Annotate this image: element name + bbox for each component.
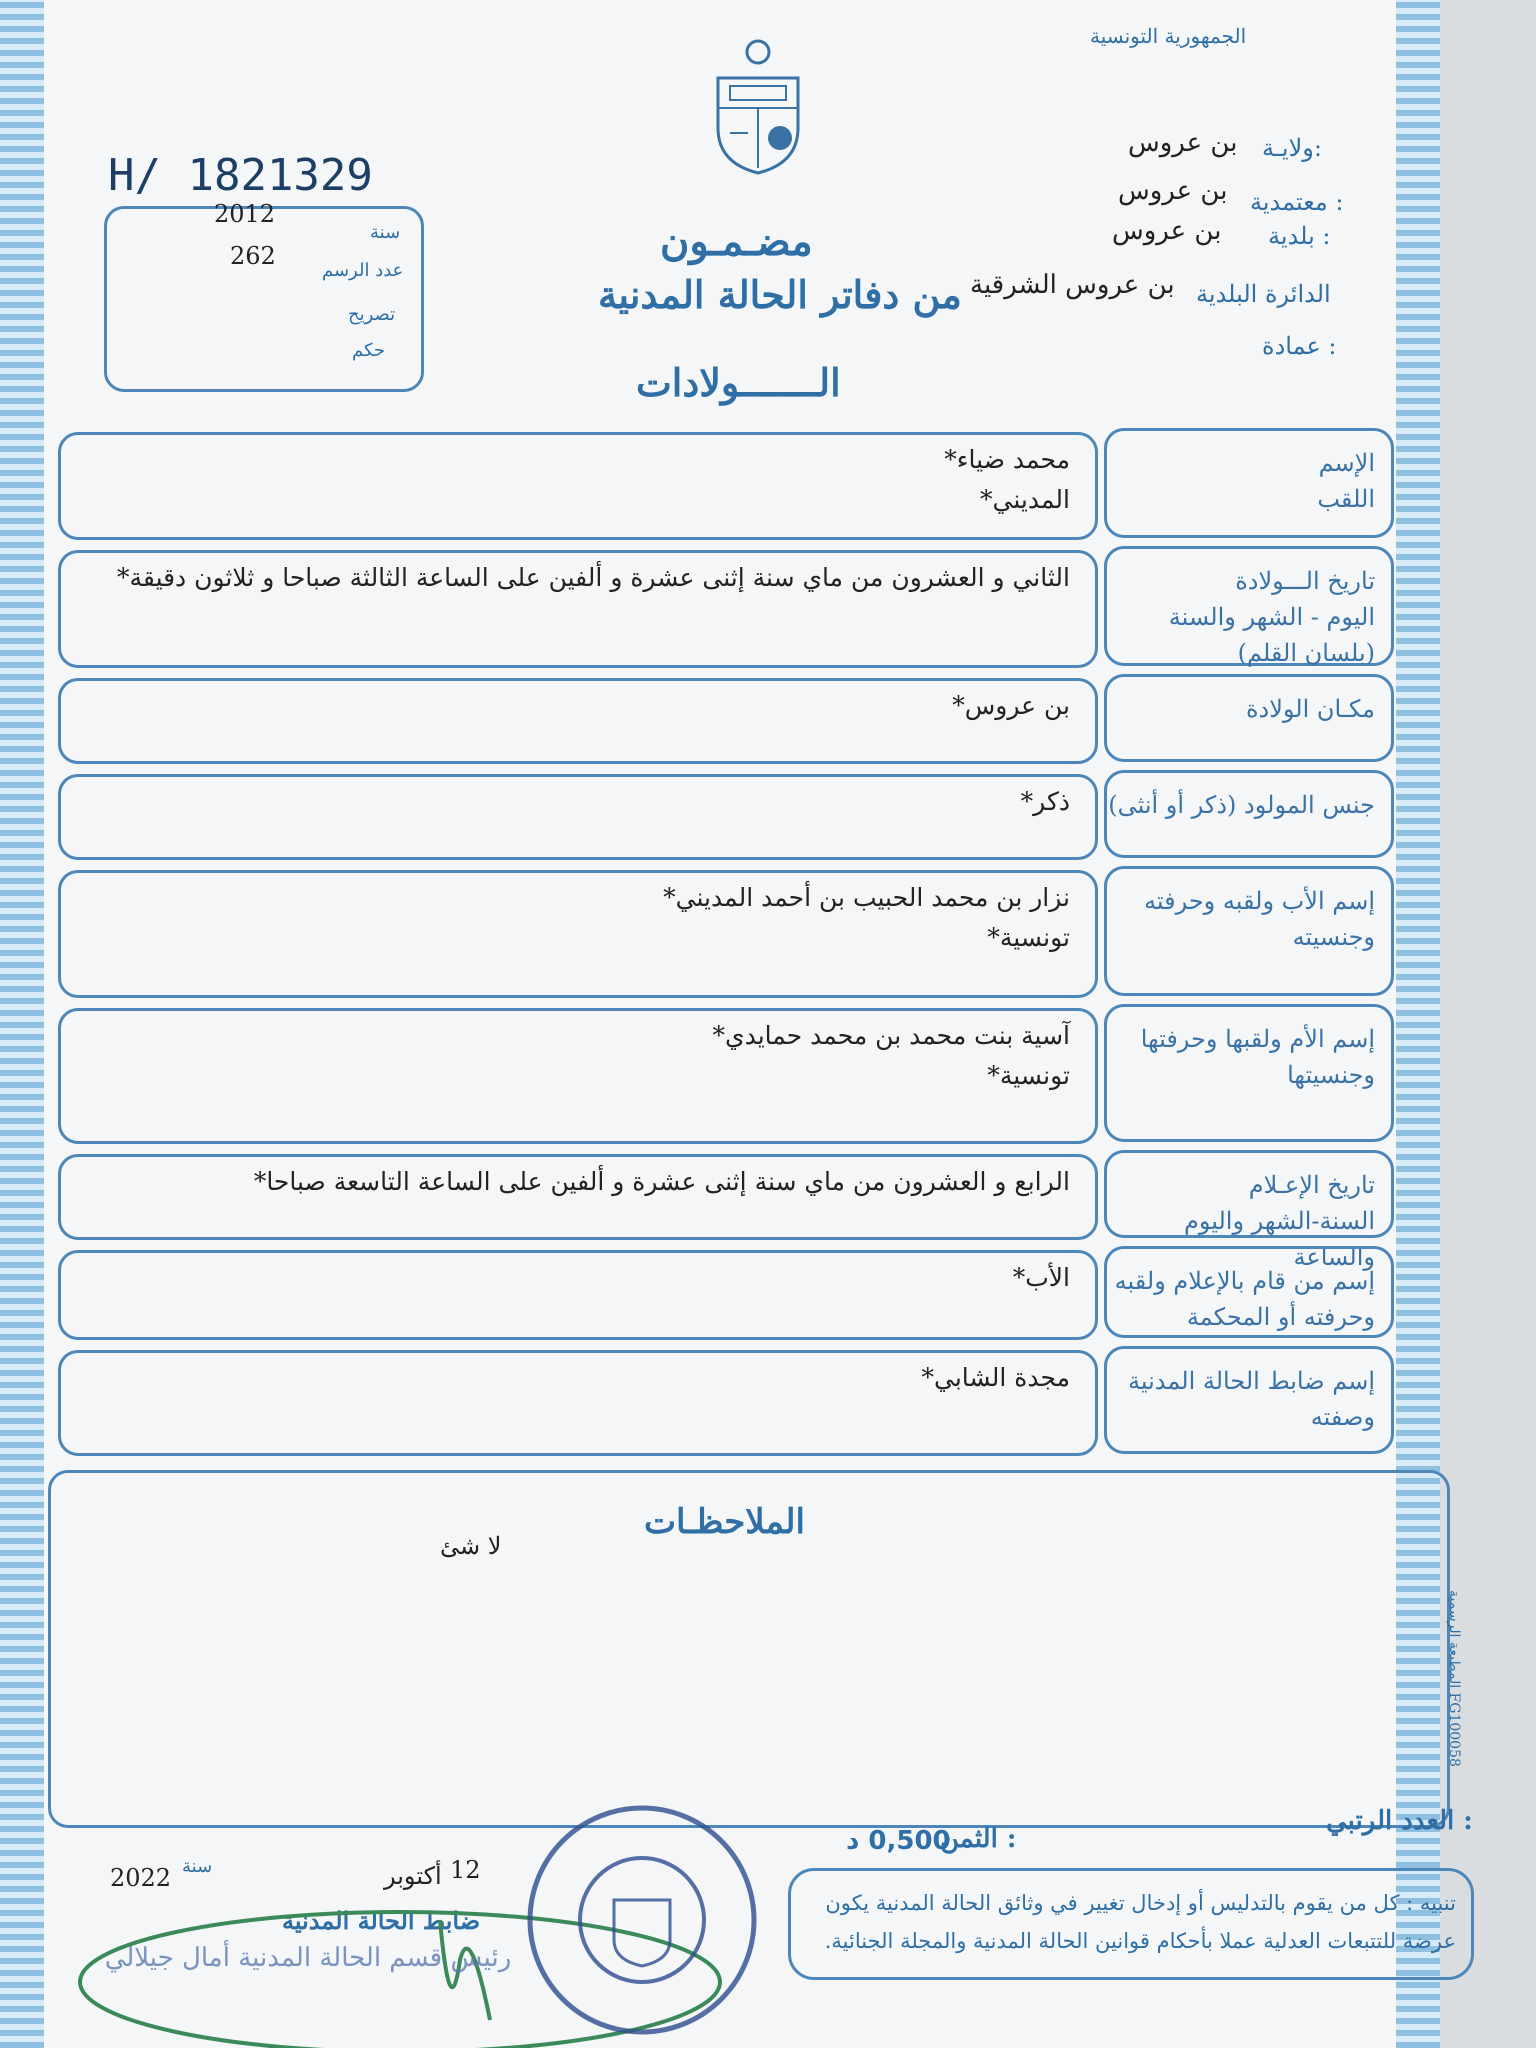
field-label: إسم ضابط الحالة المدنية وصفته (1128, 1367, 1375, 1431)
republic-heading: الجمهورية التونسية (1090, 24, 1247, 48)
baladia-label: بلدية : (1268, 222, 1331, 250)
field-value: ذكر* (1020, 787, 1070, 816)
field-label-box (1104, 428, 1394, 538)
field-value: بن عروس* (952, 691, 1070, 720)
date-month: أكتوبر (384, 1862, 442, 1890)
side-print: المطبعة الرسمية FG100058 (1446, 1590, 1462, 1767)
field-label: إسم الأب ولقبه وحرفته وجنسيته (1144, 887, 1375, 951)
field-label-box (1104, 546, 1394, 666)
price-label: الثمن : (940, 1824, 1017, 1854)
section-title: الـــــــولادات (636, 360, 841, 405)
notice-text: تنبيه : كل من يقوم بالتدليس أو إدخال تغيير في وثائق الحالة المدنية يكون عرضة للتتبعات العدلية عملا بأحكام قوانين الحالة المدنية والمجلة الجنائية. (824, 1891, 1456, 1953)
date-year-label: سنة (182, 1856, 213, 1877)
field-label-box (1104, 1346, 1394, 1454)
field-label: إسم الأم ولقبها وحرفتها وجنسيتها (1140, 1025, 1375, 1089)
omada-label: عمادة : (1262, 332, 1337, 360)
field-label-box (1104, 674, 1394, 762)
serial-number: H/ 1821329 (108, 150, 373, 201)
field-label-box (1104, 866, 1394, 996)
field-label-box (1104, 1150, 1394, 1271)
municipal-seal-icon (522, 1800, 762, 2040)
field-label: جنس المولود (ذكر أو أنثى) (1108, 791, 1375, 819)
daira-value: بن عروس الشرقية (970, 270, 1175, 300)
wilaya-value: بن عروس (1128, 128, 1238, 158)
date-year: 2022 (110, 1864, 172, 1892)
field-label: الإسم اللقب (1317, 449, 1375, 513)
field-label-box (1104, 1004, 1394, 1142)
judgment-label: حكم (352, 340, 386, 361)
stamp-text: رئيس قسم الحالة المدنية أمال جيلالي (104, 1943, 512, 1973)
serial-number-label: العدد الرتبي : (1326, 1806, 1473, 1836)
moatamadia-label: معتمدية : (1250, 188, 1344, 216)
moatamadia-value: بن عروس (1118, 176, 1228, 206)
wilaya-label: ولايـة: (1262, 134, 1322, 162)
remarks-title: الملاحظـات (644, 1502, 805, 1542)
field-value: الرابع و العشرون من ماي سنة إثنى عشرة و ألفين على الساعة التاسعة صباحا* (253, 1167, 1070, 1196)
field-label: تاريخ الإعـلام السنة-الشهر واليوم والساعة (1183, 1171, 1375, 1271)
field-label: مكـان الولادة (1245, 695, 1375, 723)
remarks-value: لا شئ (440, 1532, 502, 1560)
record-number-value: 262 (230, 242, 276, 270)
date-day: 12 (450, 1856, 481, 1884)
record-number-label: عدد الرسم (322, 260, 404, 281)
daira-label: الدائرة البلدية (1196, 280, 1331, 308)
field-value: الثاني و العشرون من ماي سنة إثنى عشرة و ألفين على الساعة الثالثة صباحا و ثلاثون دقيقة* (117, 563, 1070, 592)
field-label: تاريخ الـــولادة اليوم - الشهر والسنة (بلسان القلم) (1168, 567, 1375, 667)
field-value: آسية بنت محمد بن محمد حمايدي* تونسية* (712, 1021, 1070, 1090)
field-value: الأب* (1012, 1263, 1070, 1292)
field-label: إسم من قام بالإعلام ولقبه وحرفته أو المحكمة (1114, 1267, 1375, 1331)
field-value-box (58, 432, 1098, 540)
field-value-box (58, 678, 1098, 764)
title-line1: مضـمـون (660, 218, 813, 265)
decorative-border-left (0, 0, 44, 2048)
field-value-box (58, 774, 1098, 860)
title-line2: من دفاتر الحالة المدنية (598, 272, 962, 317)
baladia-value: بن عروس (1112, 216, 1222, 246)
field-value: محمد ضياء* المديني* (944, 445, 1070, 514)
field-value: مجدة الشابي* (921, 1363, 1070, 1392)
field-value: نزار بن محمد الحبيب بن أحمد المديني* تونسية* (663, 883, 1070, 952)
price-value: 0,500 د (846, 1826, 951, 1856)
field-label-box (1104, 1246, 1394, 1338)
field-value-box (58, 1250, 1098, 1340)
record-year-value: 2012 (214, 200, 276, 228)
coat-of-arms-icon (708, 38, 808, 178)
declaration-label: تصريح (348, 304, 396, 325)
field-label-box (1104, 770, 1394, 858)
record-year-label: سنة (370, 222, 401, 243)
officer-label: ضابط الحالة المدنية (282, 1906, 481, 1935)
